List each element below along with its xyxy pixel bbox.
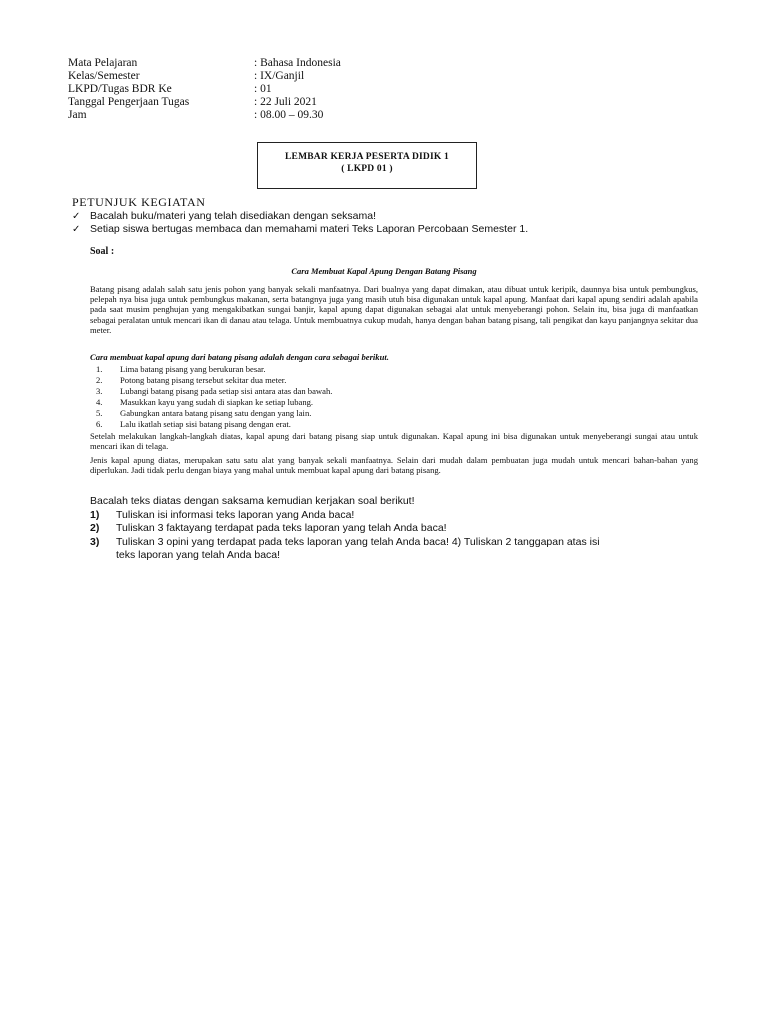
article-title: Cara Membuat Kapal Apung Dengan Batang Pisang [291,266,477,276]
article-paragraph-2: Setelah melakukan langkah-langkah diatas, kapal apung dari batang pisang siap untuk digunakan. Kapal apung ini bisa digunakan untuk menyeberangi sungai atau untuk mencari ikan di telaga. [90,431,698,452]
article-paragraph-3: Jenis kapal apung diatas, merupakan satu satu alat yang banyak sekali manfaatnya. Selain dari mudah dalam pembuatan juga mudah untuk mencari bahan-bahan yang diperlukan. Jadi tidak perlu dengan biaya yang mahal untuk membuat kapal apung dari batang pisang. [90,455,698,476]
step-number: 1. [96,364,103,374]
petunjuk-item [72,223,528,236]
step-number: 2. [96,375,103,385]
header-label-date: Tanggal Pengerjaan Tugas [68,96,190,108]
header-value-class: : IX/Ganjil [254,70,305,82]
header-value-subject: : Bahasa Indonesia [254,57,341,69]
header-label-subject: Mata Pelajaran [68,57,138,69]
header-label-time: Jam [68,109,87,121]
question-number: 3) [90,536,100,548]
step-text: Masukkan kayu yang sudah di siapkan ke setiap lubang. [120,397,314,407]
step-text: Potong batang pisang tersebut sekitar dua meter. [120,375,287,385]
header-label-class: Kelas/Semester [68,70,140,82]
step-number: 6. [96,419,103,429]
article-paragraph-1: Batang pisang adalah salah satu jenis pohon yang banyak sekali manfaatnya. Dari bualnya yang dapat dimakan, atau dibuat untuk keripik, daunnya bisa untuk pembungkus, pelepah nya bisa juga untuk pembungkus makanan, serta batangnya juga yang masih utuh bisa digunakan untuk kapal apung. Manfaat dari kapal apung sendiri adalah apabila pada saat musim penghujan yang mengakibatkan sungai banjir, kapal apung dapat digunakan sebagai alat untuk menyeberangi pohon. Selain itu, bisa juga di manfaatkan sebagai peralatan untuk mencari ikan di danau atau telaga. Untuk membuatnya cukup mudah, hanya dengan bahan batang pisang, tali pengikat dan kayu panjangnya sekitar dua meter. [90,284,698,335]
lkpd-title-line2: ( LKPD 01 ) [341,164,393,174]
question-text: Tuliskan 3 opini yang terdapat pada teks laporan yang telah Anda baca! 4) Tuliskan 2 tanggapan atas isi [116,536,600,548]
petunjuk-item-text: Setiap siswa bertugas membaca dan memahami materi Teks Laporan Percobaan Semester 1. [90,223,529,235]
checkmark-icon: ✓ [72,211,81,222]
step-number: 4. [96,397,103,407]
petunjuk-item-text: Bacalah buku/materi yang telah disediakan dengan seksama! [90,210,377,222]
step-text: Gabungkan antara batang pisang satu dengan yang lain. [120,408,312,418]
soal-label: Soal : [90,246,115,257]
lkpd-title-line1: LEMBAR KERJA PESERTA DIDIK 1 [285,152,449,162]
lkpd-title-box [257,142,477,189]
header-value-date: : 22 Juli 2021 [254,96,317,108]
header-label-task: LKPD/Tugas BDR Ke [68,83,172,95]
header-value-time: : 08.00 – 09.30 [254,109,324,121]
question-text-continued: teks laporan yang telah Anda baca! [116,549,281,561]
petunjuk-item [72,210,376,223]
checkmark-icon: ✓ [72,224,81,235]
question-number: 2) [90,522,100,534]
steps-intro: Cara membuat kapal apung dari batang pisang adalah dengan cara sebagai berikut. [90,352,389,362]
petunjuk-heading: PETUNJUK KEGIATAN [72,195,206,209]
question-text: Tuliskan isi informasi teks laporan yang Anda baca! [116,509,355,521]
step-number: 3. [96,386,103,396]
step-text: Lalu ikatlah setiap sisi batang pisang dengan erat. [120,419,291,429]
step-text: Lubangi batang pisang pada setiap sisi antara atas dan bawah. [120,386,333,396]
step-number: 5. [96,408,103,418]
question-text: Tuliskan 3 faktayang terdapat pada teks laporan yang telah Anda baca! [116,522,447,534]
questions-intro: Bacalah teks diatas dengan saksama kemudian kerjakan soal berikut! [90,495,415,507]
question-number: 1) [90,509,100,521]
header-value-task: : 01 [254,83,272,95]
step-text: Lima batang pisang yang berukuran besar. [120,364,266,374]
